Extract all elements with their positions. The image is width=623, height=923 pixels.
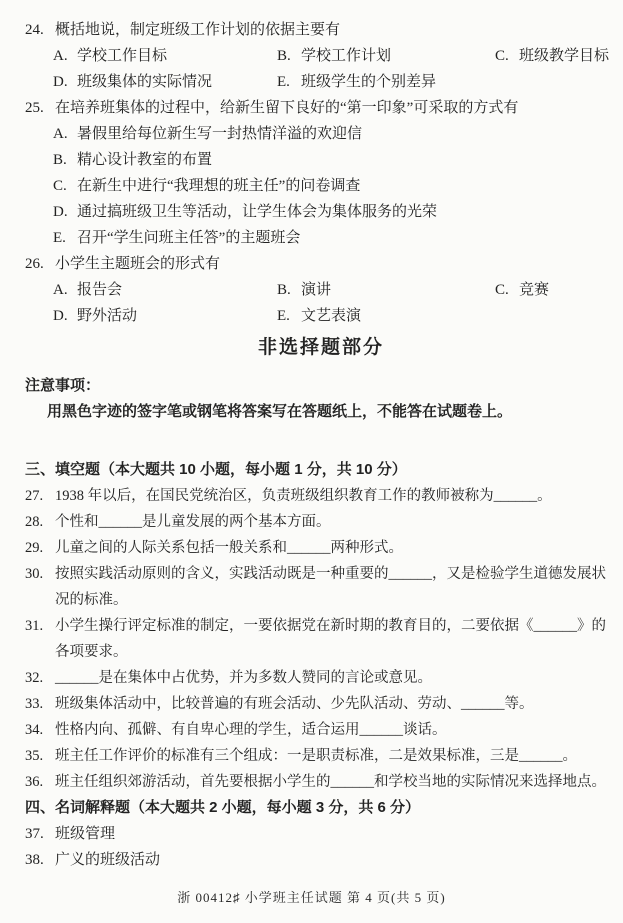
- option-label: A.: [53, 48, 68, 64]
- option-label: D.: [53, 204, 68, 220]
- question-number: 24.: [25, 22, 44, 38]
- question-text: 按照实践活动原则的含义，实践活动既是一种重要的______，又是检验学生道德发展状况的标准。: [55, 566, 606, 608]
- question-number: 36.: [25, 774, 44, 790]
- question-number: 25.: [25, 100, 44, 116]
- question-text: 个性和______是儿童发展的两个基本方面。: [55, 514, 331, 530]
- fill-item-27: [25, 483, 617, 509]
- question-24: [25, 17, 617, 43]
- fill-item-33: [25, 691, 617, 717]
- option-a: [53, 121, 617, 147]
- option-label: B.: [277, 48, 291, 64]
- option-a: [53, 43, 277, 69]
- fill-item-36: [25, 769, 617, 795]
- option-e: [53, 225, 617, 251]
- option-label: C.: [53, 178, 67, 194]
- question-text: 广义的班级活动: [55, 852, 161, 868]
- question-number: 38.: [25, 852, 44, 868]
- question-number: 35.: [25, 748, 44, 764]
- question-number: 26.: [25, 256, 44, 272]
- question-number: 29.: [25, 540, 44, 556]
- question-number: 34.: [25, 722, 44, 738]
- question-text: 在培养班集体的过程中，给新生留下良好的“第一印象”可采取的方式有: [55, 100, 519, 116]
- option-b: [277, 43, 495, 69]
- options-row: [53, 173, 617, 199]
- notice-label: 注意事项：: [25, 377, 101, 394]
- option-d: [53, 199, 617, 225]
- question-number: 37.: [25, 826, 44, 842]
- options-row: [53, 147, 617, 173]
- section-heading-fill: 三、填空题（本大题共 10 小题，每小题 1 分，共 10 分）: [25, 461, 407, 478]
- section-title: 非选择题部分: [257, 337, 384, 358]
- option-c: [53, 173, 617, 199]
- option-c: [495, 277, 617, 303]
- options-row: [53, 225, 617, 251]
- question-number: 30.: [25, 566, 44, 582]
- option-text: 演讲: [301, 282, 332, 298]
- option-text: 竞赛: [519, 282, 550, 298]
- fill-item-35: [25, 743, 617, 769]
- options-row: [53, 199, 617, 225]
- options-row: [53, 43, 617, 69]
- question-text: 小学生主题班会的形式有: [55, 256, 221, 272]
- question-text: 儿童之间的人际关系包括一般关系和______两种形式。: [55, 540, 403, 556]
- fill-item-29: [25, 535, 617, 561]
- option-label: C.: [495, 282, 509, 298]
- question-number: 27.: [25, 488, 44, 504]
- question-text: ______是在集体中占优势，并为多数人赞同的言论或意见。: [55, 670, 432, 686]
- term-item-37: [25, 821, 617, 847]
- fill-item-30: [25, 561, 617, 613]
- fill-item-28: [25, 509, 617, 535]
- fill-item-32: [25, 665, 617, 691]
- option-a: [53, 277, 277, 303]
- option-b: [53, 147, 617, 173]
- option-label: E.: [277, 74, 290, 90]
- question-number: 31.: [25, 618, 44, 634]
- option-text: 暑假里给每位新生写一封热情洋溢的欢迎信: [77, 126, 363, 142]
- option-c: [495, 43, 617, 69]
- option-text: 野外活动: [77, 308, 138, 324]
- options-row: [53, 69, 617, 95]
- term-item-38: [25, 847, 617, 873]
- option-text: 通过搞班级卫生等活动，让学生体会为集体服务的光荣: [77, 204, 438, 220]
- question-text: 性格内向、孤僻、有自卑心理的学生，适合运用______谈话。: [55, 722, 447, 738]
- options-row: [53, 303, 617, 329]
- option-label: D.: [53, 74, 68, 90]
- question-text: 班主任组织郊游活动，首先要根据小学生的______和学校当地的实际情况来选择地点。: [55, 774, 606, 790]
- question-number: 32.: [25, 670, 44, 686]
- question-26: [25, 251, 617, 277]
- question-text: 班级集体活动中，比较普遍的有班会活动、少先队活动、劳动、______等。: [55, 696, 534, 712]
- option-d: [53, 69, 277, 95]
- option-d: [53, 303, 277, 329]
- question-text: 班级管理: [55, 826, 116, 842]
- option-label: B.: [277, 282, 291, 298]
- option-text: 学校工作目标: [77, 48, 168, 64]
- page-footer: 浙 00412♯ 小学班主任试题 第 4 页(共 5 页): [177, 890, 446, 905]
- option-text: 召开“学生问班主任答”的主题班会: [77, 230, 301, 246]
- options-row: [53, 277, 617, 303]
- question-number: 33.: [25, 696, 44, 712]
- option-label: E.: [277, 308, 290, 324]
- option-text: 班级集体的实际情况: [77, 74, 213, 90]
- option-text: 班级教学目标: [519, 48, 610, 64]
- fill-item-31: [25, 613, 617, 665]
- section-heading-terms: 四、名词解释题（本大题共 2 小题，每小题 3 分，共 6 分）: [25, 799, 421, 816]
- option-label: D.: [53, 308, 68, 324]
- question-25: [25, 95, 617, 121]
- option-label: B.: [53, 152, 67, 168]
- option-label: E.: [53, 230, 66, 246]
- option-text: 班级学生的个别差异: [301, 74, 437, 90]
- options-row: [53, 121, 617, 147]
- fill-item-34: [25, 717, 617, 743]
- question-text: 小学生操行评定标准的制定，一要依据党在新时期的教育目的，二要依据《______》的各项要求。: [55, 618, 606, 660]
- option-label: A.: [53, 126, 68, 142]
- question-text: 概括地说，制定班级工作计划的依据主要有: [55, 22, 341, 38]
- option-text: 报告会: [77, 282, 123, 298]
- question-text: 1938 年以后，在国民党统治区，负责班级组织教育工作的教师被称为______。: [55, 488, 552, 504]
- option-label: C.: [495, 48, 509, 64]
- option-e: [277, 303, 495, 329]
- option-text: 学校工作计划: [301, 48, 392, 64]
- option-text: 精心设计教室的布置: [77, 152, 213, 168]
- question-text: 班主任工作评价的标准有三个组成：一是职责标准，二是效果标准，三是______。: [55, 748, 577, 764]
- question-number: 28.: [25, 514, 44, 530]
- notice-text: 用黑色字迹的签字笔或钢笔将答案写在答题纸上，不能答在试题卷上。: [47, 403, 513, 420]
- option-b: [277, 277, 495, 303]
- option-text: 在新生中进行“我理想的班主任”的问卷调查: [77, 178, 361, 194]
- option-text: 文艺表演: [301, 308, 362, 324]
- option-label: A.: [53, 282, 68, 298]
- option-e: [277, 69, 495, 95]
